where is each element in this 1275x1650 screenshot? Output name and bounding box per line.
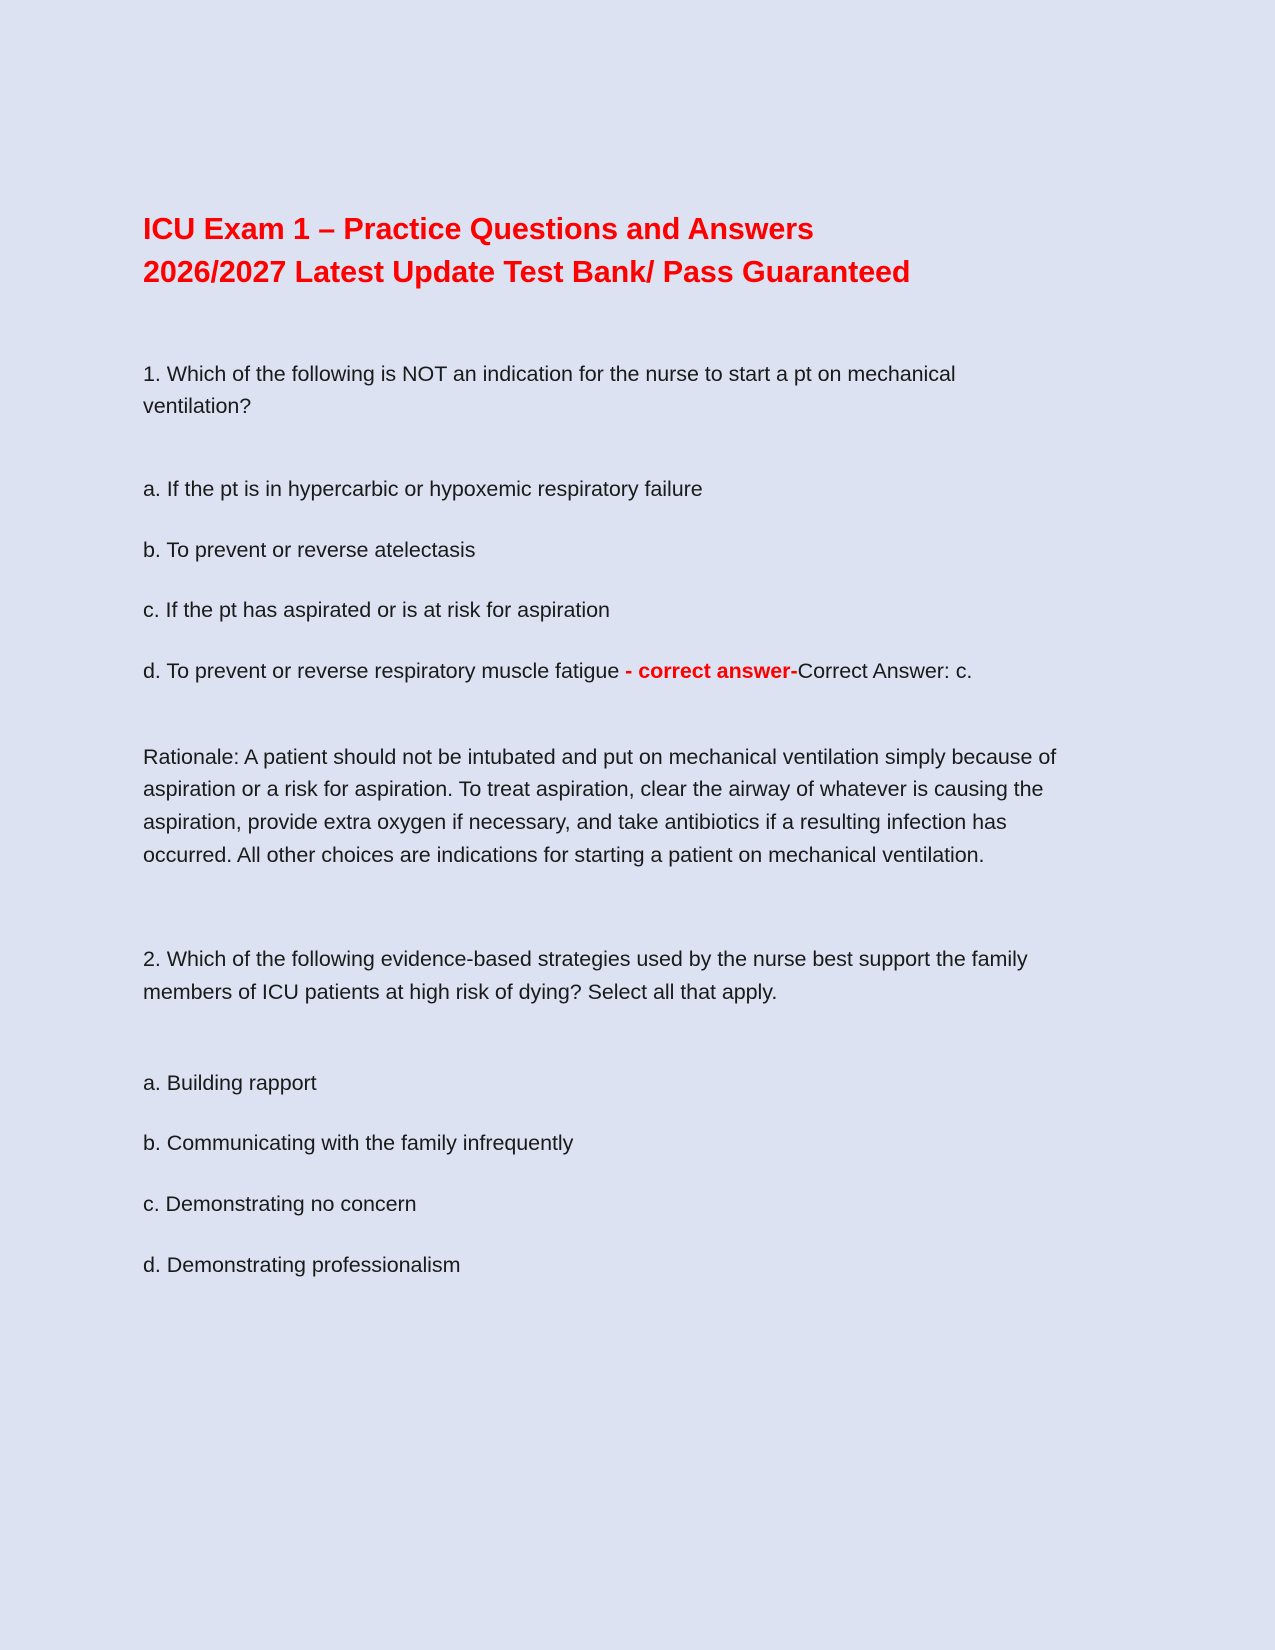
between-questions-gap <box>143 871 1125 943</box>
question-1-option-c: c. If the pt has aspirated or is at risk for aspiration <box>143 598 610 623</box>
question-2-option-d: d. Demonstrating professionalism <box>143 1252 461 1277</box>
title-spacer <box>143 295 1125 358</box>
question-2-option-c: c. Demonstrating no concern <box>143 1192 417 1216</box>
question-1-stem: 1. Which of the following is NOT an indication for the nurse to start a pt on mechanical ventilation? <box>143 361 956 419</box>
question-1-answer-key: Correct Answer: c. <box>797 658 973 683</box>
question-1-rationale: Rationale: A patient should not be intubated and put on mechanical ventilation simply because of aspiration or a risk for aspiration. To treat aspiration, clear the airway of whatever is causing the aspiration, provide extra oxygen if necessary, and take antibiotics if a resulting infection has occurred. All other choices are indications for starting a patient on mechanical ventilation. <box>143 744 1057 867</box>
rationale-gap <box>143 716 1125 741</box>
question-2-option-a: a. Building rapport <box>143 1070 317 1095</box>
question-1-option-d <box>143 655 1063 688</box>
question-2-stem-gap <box>143 1009 1125 1067</box>
question-1-stem-gap <box>143 423 1125 473</box>
question-2-option-b: b. Communicating with the family infrequently <box>143 1131 574 1156</box>
question-1-option-d-text: d. To prevent or reverse respiratory muscle fatigue <box>143 658 626 683</box>
page-title-line-1: ICU Exam 1 – Practice Questions and Answers <box>143 212 814 246</box>
question-1-option-a: a. If the pt is in hypercarbic or hypoxemic respiratory failure <box>143 476 703 501</box>
page-title-line-2: 2026/2027 Latest Update Test Bank/ Pass Guaranteed <box>143 255 911 290</box>
page-title <box>143 208 1053 295</box>
correct-answer-marker: - correct answer- <box>625 658 798 683</box>
question-2-stem: 2. Which of the following evidence-based strategies used by the nurse best support the family members of ICU patients at high risk of dying? Select all that apply. <box>143 947 1028 1004</box>
question-1-option-b: b. To prevent or reverse atelectasis <box>143 537 476 562</box>
